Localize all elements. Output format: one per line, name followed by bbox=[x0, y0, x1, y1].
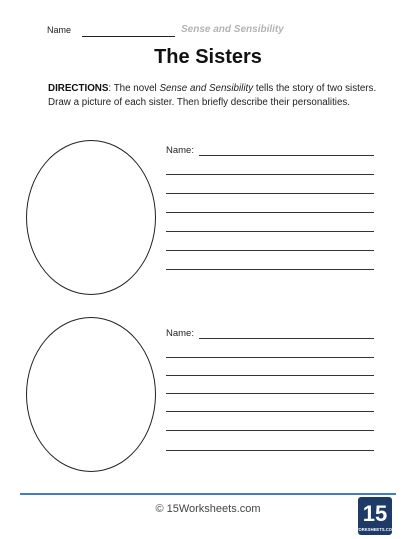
description-line bbox=[166, 450, 374, 451]
description-line bbox=[166, 212, 374, 213]
description-line bbox=[166, 411, 374, 412]
description-line bbox=[166, 430, 374, 431]
student-name-label: Name bbox=[47, 25, 72, 35]
worksheet-header-title: Sense and Sensibility bbox=[181, 24, 284, 35]
sister-name-line-2 bbox=[199, 338, 374, 339]
footer-copyright: © 15Worksheets.com bbox=[155, 503, 261, 515]
book-title: Sense and Sensibility bbox=[159, 83, 254, 94]
description-line bbox=[166, 231, 374, 232]
student-name-line bbox=[82, 36, 175, 37]
drawing-oval-2 bbox=[26, 317, 156, 472]
description-line bbox=[166, 174, 374, 175]
description-line bbox=[166, 357, 374, 358]
sister-name-label-1: Name: bbox=[166, 145, 194, 156]
directions-text-before: : The novel bbox=[108, 83, 160, 94]
description-line bbox=[166, 393, 374, 394]
description-line bbox=[166, 250, 374, 251]
logo-number: 15 bbox=[362, 501, 388, 526]
sister-name-line-1 bbox=[199, 155, 374, 156]
logo-text: WORKSHEETS.COM bbox=[354, 527, 396, 532]
page-title: The Sisters bbox=[154, 46, 262, 68]
footer-divider bbox=[20, 493, 396, 495]
sister-name-label-2: Name: bbox=[166, 328, 194, 339]
directions-text-after: tells the story of two sisters. Draw a picture of each sister. Then briefly describe their personalities. bbox=[48, 83, 377, 108]
drawing-oval-1 bbox=[26, 140, 156, 295]
15worksheets-logo-icon bbox=[354, 497, 396, 535]
description-line bbox=[166, 269, 374, 270]
directions-text bbox=[48, 82, 378, 109]
description-line bbox=[166, 375, 374, 376]
directions-label: DIRECTIONS bbox=[48, 83, 109, 94]
description-line bbox=[166, 193, 374, 194]
